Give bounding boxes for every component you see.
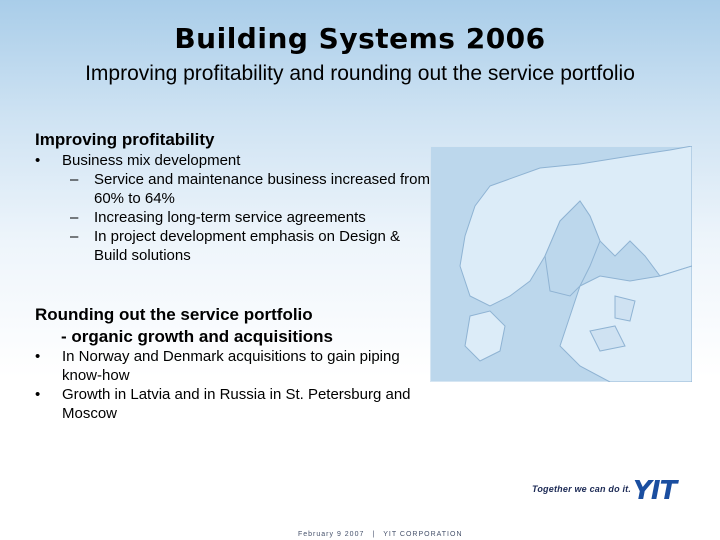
footer-date: February 9 2007: [298, 531, 365, 538]
bullet-dot: •: [35, 152, 41, 169]
bullet-dot: •: [35, 386, 41, 403]
yit-logo: YIT: [633, 476, 677, 506]
bullet-text: In Norway and Denmark acquisitions to gain piping know-how: [62, 348, 400, 384]
list-subitem: [35, 227, 435, 265]
heading-line: Rounding out the service portfolio: [35, 305, 313, 324]
heading-line: - organic growth and acquisitions: [61, 327, 334, 346]
list-item: [35, 347, 430, 385]
subitem-text: In project development emphasis on Design & Build solutions: [94, 228, 401, 264]
company-tagline: Together we can do it.: [532, 484, 632, 494]
bullet-text: Business mix development: [62, 152, 241, 169]
footer-company: YIT CORPORATION: [383, 531, 463, 538]
bullet-dash: –: [70, 171, 79, 188]
subitem-text: Increasing long-term service agreements: [94, 209, 366, 226]
slide-subtitle: Improving profitability and rounding out the service portfolio: [85, 62, 635, 85]
slide-footer: [298, 531, 463, 538]
bullet-dot: •: [35, 348, 41, 365]
bullet-dash: –: [70, 209, 79, 226]
footer-separator: |: [372, 531, 376, 538]
bullet-dash: –: [70, 228, 79, 245]
list-subitem: [35, 170, 435, 208]
list-item: [35, 385, 430, 423]
profitability-bullets: [35, 151, 435, 265]
subitem-text: Service and maintenance business increased from 60% to 64%: [94, 171, 431, 207]
portfolio-bullets: [35, 347, 430, 423]
slide-title: Building Systems 2006: [174, 22, 546, 55]
nordic-map-image: [430, 146, 692, 382]
list-item: [35, 151, 435, 170]
bullet-text: Growth in Latvia and in Russia in St. Petersburg and Moscow: [62, 386, 411, 422]
section-heading-portfolio: [35, 304, 333, 348]
list-subitem: [35, 208, 435, 227]
section-heading-profitability: Improving profitability: [35, 130, 215, 149]
